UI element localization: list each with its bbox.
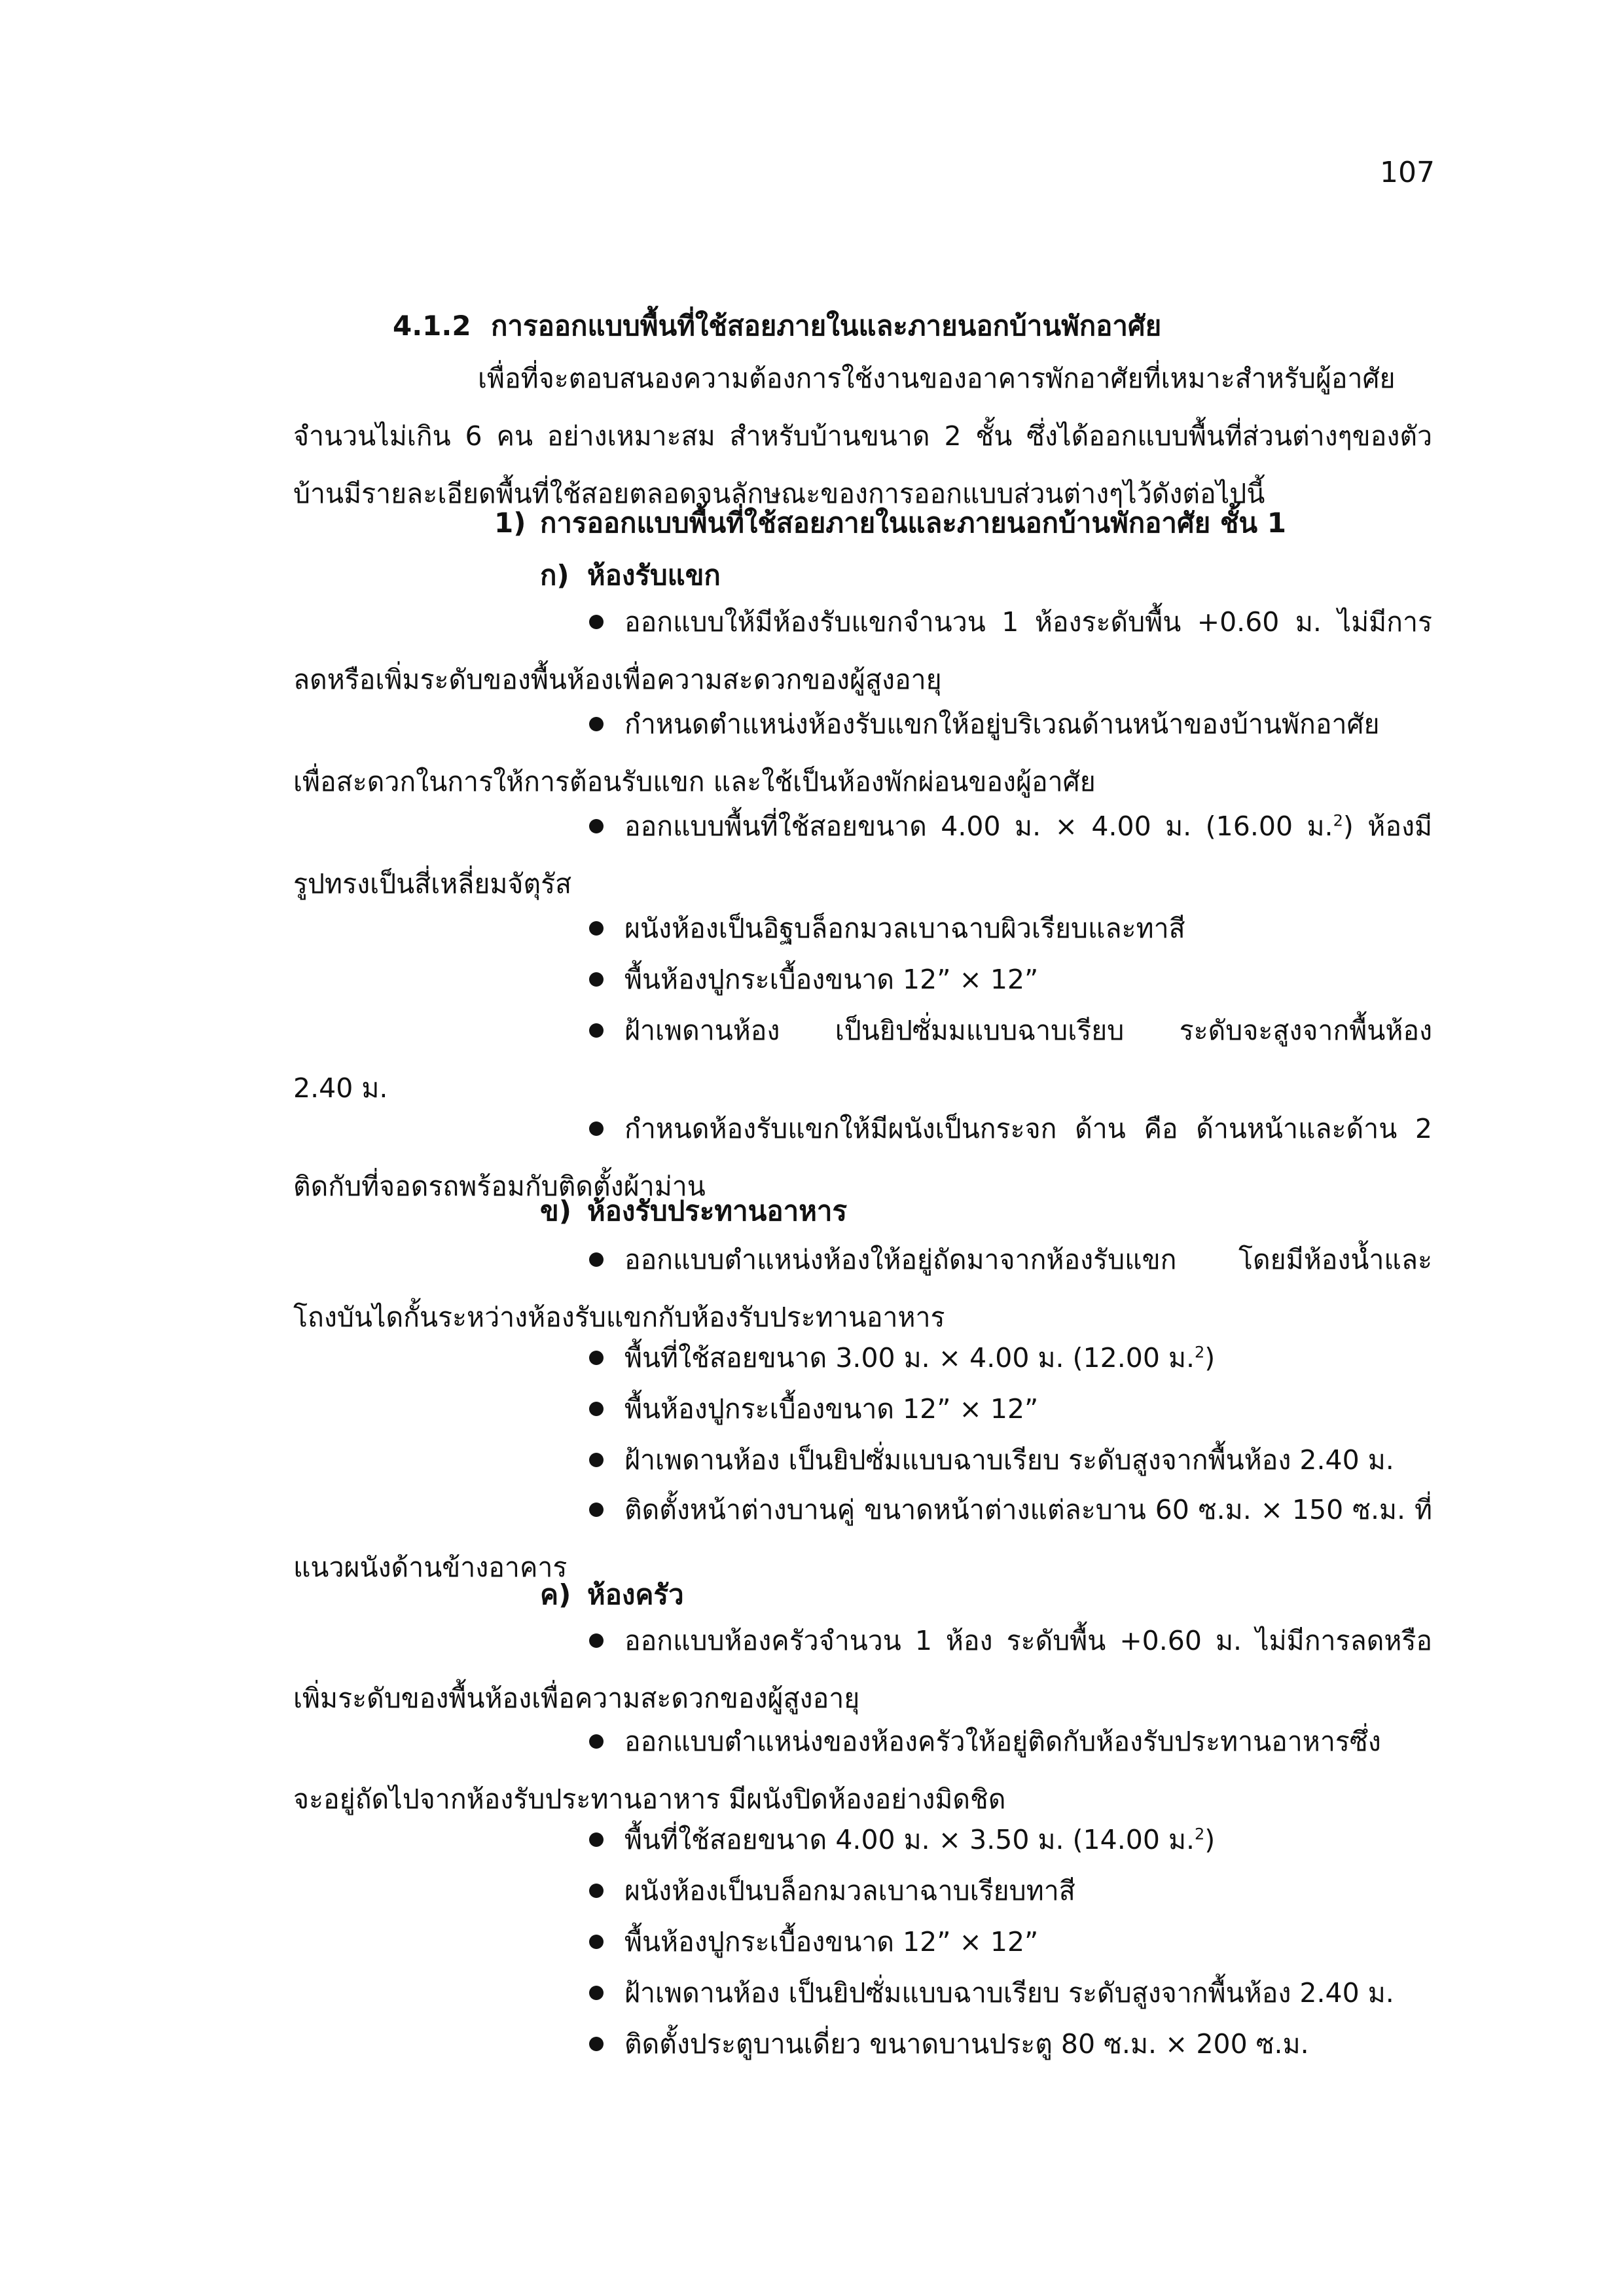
bullet-text: พื้นห้องปูกระเบื้องขนาด 12” × 12”	[624, 1393, 1039, 1425]
bullet-continuation: เพิ่มระดับของพื้นห้องเพื่อความสะดวกของผู้สูงอายุ	[293, 1683, 860, 1714]
room-label: ค)	[540, 1578, 571, 1611]
bullet-continuation: แนวผนังด้านข้างอาคาร	[293, 1552, 568, 1583]
bullet-text-b: )	[1204, 1824, 1216, 1855]
superscript: 2	[1195, 1825, 1205, 1844]
list-item	[581, 1862, 1432, 1920]
list-item	[581, 1913, 1432, 1971]
bullet-continuation: ติดกับที่จอดรถพร้อมกับติดตั้งผ้าม่าน	[293, 1171, 706, 1202]
list-item	[581, 1811, 1432, 1868]
list-item	[581, 2015, 1432, 2073]
intro-line-3: บ้านมีรายละเอียดพื้นที่ใช้สอยตลอดจนลักษณะของการออกแบบส่วนต่างๆไว้ดังต่อไปนี้	[293, 478, 1265, 509]
bullet-icon	[589, 1351, 604, 1365]
bullet-text-a: พื้นที่ใช้สอยขนาด 3.00 ม. × 4.00 ม. (12.00 ม.	[624, 1342, 1195, 1374]
bullet-text: ติดตั้งประตูบานเดี่ยว ขนาดบานประตู 80 ซ.ม. × 200 ซ.ม.	[624, 2028, 1309, 2060]
bullet-icon	[589, 1453, 604, 1467]
superscript: 2	[1333, 811, 1343, 830]
list-item	[581, 1964, 1432, 2022]
bullet-continuation: เพื่อสะดวกในการให้การต้อนรับแขก และใช้เป็นห้องพักผ่อนของผู้อาศัย	[293, 766, 1096, 797]
bullet-text: ออกแบบตำแหน่งของห้องครัวให้อยู่ติดกับห้องรับประทานอาหารซึ่ง	[624, 1726, 1381, 1757]
room-heading-dining	[540, 1190, 847, 1233]
bullet-continuation: รูปทรงเป็นสี่เหลี่ยมจัตุรัส	[293, 868, 572, 900]
bullet-text: ฝ้าเพดานห้อง เป็นยิปซั่มแบบฉาบเรียบ ระดับสูงจากพื้นห้อง 2.40 ม.	[624, 1444, 1394, 1476]
bullet-icon	[589, 615, 604, 629]
subsection-title: การออกแบบพื้นที่ใช้สอยภายในและภายนอกบ้านพักอาศัย ชั้น 1	[540, 507, 1286, 539]
page-number: 107	[1380, 156, 1435, 189]
bullet-text: ออกแบบตำแหน่งห้องให้อยู่ถัดมาจากห้องรับแขก โดยมีห้องน้ำและ	[624, 1244, 1432, 1275]
bullet-continuation: โถงบันไดกั้นระหว่างห้องรับแขกกับห้องรับประทานอาหาร	[293, 1302, 945, 1333]
intro-line-1: เพื่อที่จะตอบสนองความต้องการใช้งานของอาคารพักอาศัยที่เหมาะสำหรับผู้อาศัย	[478, 363, 1396, 394]
bullet-continuation: ลดหรือเพิ่มระดับของพื้นห้องเพื่อความสะดวกของผู้สูงอายุ	[293, 664, 942, 695]
room-title: ห้องรับประทานอาหาร	[587, 1195, 848, 1227]
bullet-text: กำหนดห้องรับแขกให้มีผนังเป็นกระจก ด้าน คือ ด้านหน้าและด้าน 2	[624, 1113, 1432, 1144]
section-title: การออกแบบพื้นที่ใช้สอยภายในและภายนอกบ้านพักอาศัย	[491, 310, 1162, 342]
bullet-text	[581, 1342, 1215, 1374]
bullet-icon	[589, 717, 604, 731]
list-item	[293, 593, 1432, 708]
room-title: ห้องครัว	[587, 1578, 684, 1611]
list-item	[581, 951, 1432, 1008]
section-heading	[393, 304, 1161, 348]
subsection-number: 1)	[494, 507, 526, 539]
list-item	[581, 900, 1432, 957]
list-item	[581, 1329, 1432, 1387]
bullet-icon	[589, 1884, 604, 1898]
bullet-icon	[589, 2037, 604, 2051]
room-title: ห้องรับแขก	[587, 559, 721, 591]
list-item	[581, 1431, 1432, 1489]
room-label: ก)	[540, 559, 569, 591]
bullet-icon	[589, 1252, 604, 1267]
bullet-icon	[589, 819, 604, 833]
bullet-text: ผนังห้องเป็นอิฐบล็อกมวลเบาฉาบผิวเรียบและทาสี	[624, 913, 1185, 944]
list-item	[293, 1612, 1432, 1727]
bullet-text: ฝ้าเพดานห้อง เป็นยิปซั่มแบบฉาบเรียบ ระดับสูงจากพื้นห้อง 2.40 ม.	[624, 1977, 1394, 2009]
bullet-text-a: ออกแบบพื้นที่ใช้สอยขนาด 4.00 ม. × 4.00 ม. (16.00 ม.	[624, 811, 1333, 842]
room-heading-kitchen	[540, 1573, 684, 1616]
bullet-icon	[589, 972, 604, 987]
room-heading-living	[540, 554, 721, 597]
bullet-icon	[589, 1935, 604, 1949]
intro-paragraph	[293, 350, 1432, 522]
bullet-text-a: พื้นที่ใช้สอยขนาด 4.00 ม. × 3.50 ม. (14.00 ม.	[624, 1824, 1195, 1855]
bullet-text	[581, 797, 1432, 855]
intro-line-2: จำนวนไม่เกิน 6 คน อย่างเหมาะสม สำหรับบ้านขนาด 2 ชั้น ซึ่งได้ออกแบบพื้นที่ส่วนต่างๆของตัว	[293, 420, 1432, 452]
bullet-icon	[589, 1986, 604, 2000]
list-item	[293, 797, 1432, 913]
bullet-text: ออกแบบห้องครัวจำนวน 1 ห้อง ระดับพื้น +0.60 ม. ไม่มีการลดหรือ	[624, 1625, 1432, 1656]
bullet-icon	[589, 1503, 604, 1517]
bullet-text-b: )	[1204, 1342, 1216, 1374]
room-label: ข)	[540, 1195, 571, 1227]
bullet-text: ออกแบบให้มีห้องรับแขกจำนวน 1 ห้องระดับพื้น +0.60 ม. ไม่มีการ	[624, 606, 1432, 638]
section-number: 4.1.2	[393, 310, 471, 342]
list-item	[581, 1380, 1432, 1438]
bullet-icon	[589, 1734, 604, 1749]
list-item	[293, 1481, 1432, 1596]
bullet-icon	[589, 1402, 604, 1416]
bullet-text: ฝ้าเพดานห้อง เป็นยิปซั่มมแบบฉาบเรียบ ระดับจะสูงจากพื้นห้อง	[624, 1015, 1432, 1046]
subsection-heading	[494, 501, 1286, 545]
bullet-icon	[589, 1832, 604, 1847]
bullet-continuation: 2.40 ม.	[293, 1072, 388, 1104]
bullet-text: พื้นห้องปูกระเบื้องขนาด 12” × 12”	[624, 1926, 1039, 1958]
bullet-icon	[589, 921, 604, 936]
list-item	[293, 695, 1432, 811]
bullet-text-b: ) ห้องมี	[1343, 811, 1432, 842]
superscript: 2	[1195, 1343, 1205, 1362]
bullet-text: ผนังห้องเป็นบล็อกมวลเบาฉาบเรียบทาสี	[624, 1875, 1075, 1906]
list-item	[293, 1100, 1432, 1215]
bullet-icon	[589, 1633, 604, 1648]
bullet-text	[581, 1824, 1215, 1855]
bullet-text: กำหนดตำแหน่งห้องรับแขกให้อยู่บริเวณด้านหน้าของบ้านพักอาศัย	[624, 708, 1380, 740]
bullet-icon	[589, 1023, 604, 1038]
bullet-icon	[589, 1121, 604, 1136]
bullet-continuation: จะอยู่ถัดไปจากห้องรับประทานอาหาร มีผนังปิดห้องอย่างมิดชิด	[293, 1783, 1006, 1815]
bullet-text: ติดตั้งหน้าต่างบานคู่ ขนาดหน้าต่างแต่ละบาน 60 ซ.ม. × 150 ซ.ม. ที่	[624, 1494, 1432, 1525]
bullet-text: พื้นห้องปูกระเบื้องขนาด 12” × 12”	[624, 964, 1039, 995]
